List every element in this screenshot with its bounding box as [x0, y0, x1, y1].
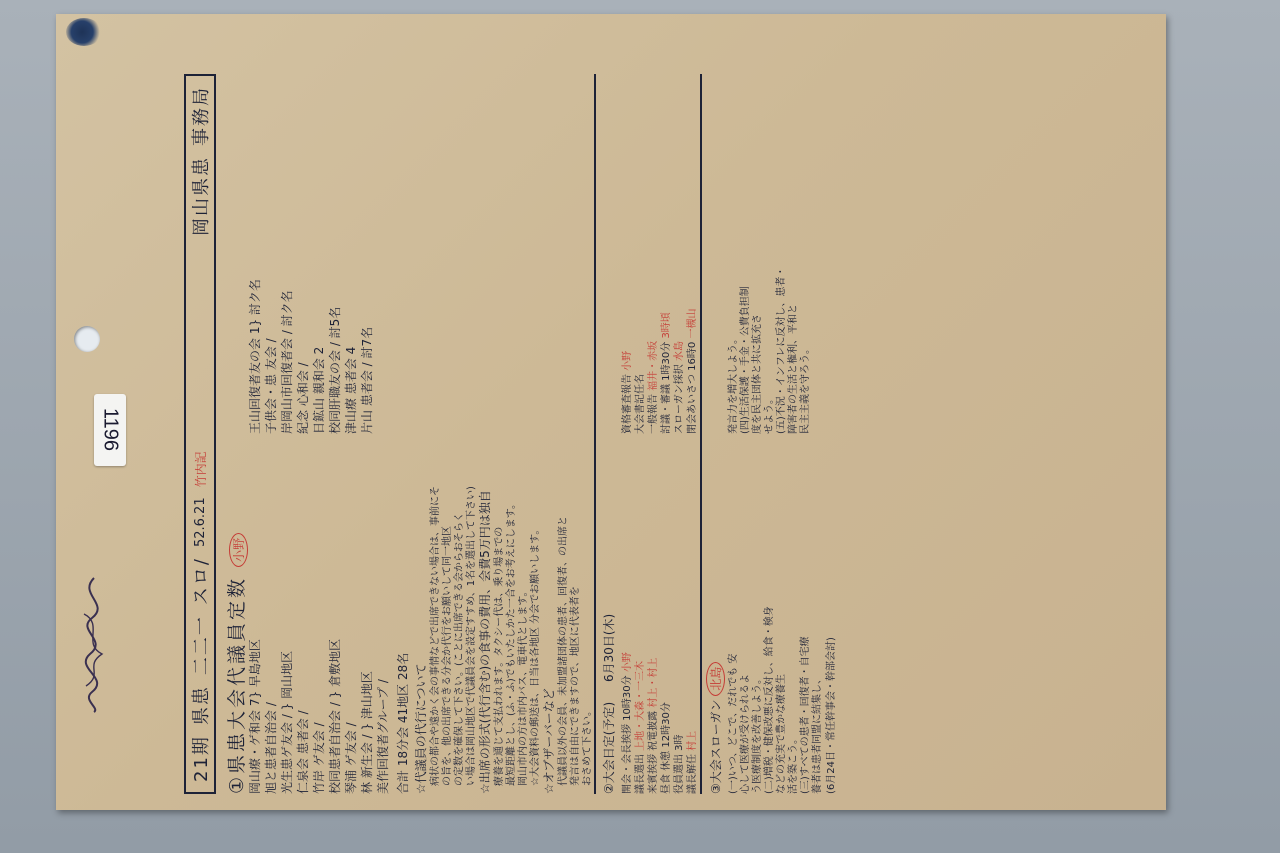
schedule-row: 資格審査報告 小野: [622, 350, 633, 434]
schedule-row: 一般報告 福井・赤坂: [648, 340, 659, 434]
note-line: 病状の都合や遠かく会の事情などで出席できない場合は、事前にそ: [430, 486, 441, 786]
divider: [594, 74, 596, 794]
note-line: おさめて下さい。: [582, 706, 593, 786]
note-line: 発言は自由にできますので、地区に代表者を: [570, 586, 581, 786]
note-line: の旨を、他の出席できる分会か代行をお願いして同一地区: [442, 526, 453, 786]
slogan-line: (一)いつ、どこで、だれでも 安: [728, 653, 739, 794]
slogan-line: 養者は患者同盟に結集し、: [812, 674, 823, 794]
delegate-row: 紀念 心和会 /: [296, 362, 310, 434]
delegate-row: 岸岡山市回復者会 / 討ク名: [280, 290, 294, 434]
header-org: 県患: [191, 685, 212, 726]
header-date: 52.6.21: [192, 497, 208, 548]
schedule-row: 討議・審議 1時30分 3時頃: [661, 312, 672, 434]
header-number: 二二一: [191, 615, 212, 676]
delegate-row: 子供会・患 友会 /: [264, 338, 278, 434]
section1-total: 合計 18分会 41地区 28名: [396, 652, 410, 794]
slogan-line: 活を築こう。: [788, 734, 799, 794]
schedule-row: 昼食 休憩 12時30分: [661, 702, 672, 794]
slogan-line: 障害者の生活と権利、平和と: [788, 304, 799, 434]
note-title: ☆代議員の代行について: [414, 663, 428, 794]
note-line: 代議員以外の会員、未加盟諸団体の患者、回復者、の出席と: [558, 516, 569, 786]
signature-scribble: [74, 574, 114, 714]
delegate-row: 片山 患者会 / 討7名: [360, 326, 374, 434]
delegate-row: 校同肝職友の会 / 討5名: [328, 306, 342, 434]
slogan-line: 発言力を増大しよう。: [728, 334, 739, 434]
slogan-line: などの充実で豊かな療養生: [776, 674, 787, 794]
delegate-row: 日鉱山 親和会 2: [312, 346, 326, 434]
schedule-row: 閉会あいさつ 16時0 一槻山: [687, 308, 698, 434]
header-sender: 岡山県患: [191, 156, 212, 236]
slogan-line: 民主主義を守ろう。: [800, 344, 811, 434]
slogan-line: う医療制度を改善しよう。: [752, 674, 763, 794]
note-line: 最短距離とし、(ふ・ふ)でもいたしかた一合をお考えにします。: [506, 498, 517, 786]
note-title: ☆オブザーバーなど: [542, 688, 556, 794]
section3-title: ③大会スローガン 北島: [706, 662, 725, 794]
delegate-row: 校同患者自治会 / } 倉敷地区: [328, 638, 342, 794]
delegate-row: 仁泉会 患者会 /: [296, 710, 310, 794]
document-sheet: [56, 14, 1166, 810]
section3-red-note: 北島: [706, 662, 725, 696]
divider: [700, 74, 702, 794]
section3-footer: (6月24日・常任幹事会・幹部会討): [826, 637, 837, 794]
slogan-line: (三)すべての患者・回復者・自宅療: [800, 636, 811, 794]
schedule-row: 役員選出 3時: [674, 734, 685, 794]
header-period: 21期: [191, 735, 212, 782]
delegate-row: 王山回復者友の会 1} 討ク名: [248, 279, 262, 434]
delegate-row: 美作回復者グループ /: [376, 679, 390, 794]
note-line: い場合は岡山地区で代議員会を設定すすめ、1名を選出して下さい): [466, 486, 477, 786]
section2-title: ②大会日定(予定) 6月30日(木): [602, 613, 616, 794]
slogan-line: せよう。: [764, 394, 775, 434]
slogan-line: (二)増税・健保改悪に反対し、給食・検身: [764, 606, 775, 794]
page-number-tag: 1196: [94, 394, 126, 466]
punch-hole: [74, 326, 100, 352]
slogan-line: (四)生活保護・手金・公費負担制: [740, 286, 751, 434]
delegate-row: 竹岸 ゲ友会 /: [312, 722, 326, 794]
note-line: 岡山市内の方は市内バス、電車代とします。: [518, 586, 529, 786]
delegate-row: 林 新生会 / } 津山地区: [360, 671, 374, 794]
delegate-row: 琴浦 ゲ友会 /: [344, 722, 358, 794]
slogan-line: (五)不況・インフレに反対し、患者・: [776, 266, 787, 434]
slogan-line: 度を民主団体と共に拡充さ: [752, 314, 763, 434]
document-body: [184, 74, 1164, 794]
note-line: 療養を通じて支払われます。タクシー代は、乗り場までの: [494, 526, 505, 786]
ink-blot: [66, 18, 102, 46]
header-section: スロ/: [191, 557, 212, 606]
schedule-row: 大会書記任名: [635, 374, 646, 434]
delegate-row: 光生患ゲ友会 / } 岡山地区: [280, 650, 294, 794]
header-dept: 事務局: [191, 86, 212, 146]
schedule-row: 議長選出 上地・大森・一三木: [635, 660, 646, 794]
schedule-row: 開会・会長挨拶 10時30分 小野: [622, 652, 633, 794]
header-red-note: 竹内記: [193, 451, 208, 488]
section1-title: ①県患大会代議員定数 小野: [222, 533, 249, 794]
note-title: ☆出席の形式(代行含む)の食事の費用、会費5万円は独自: [478, 490, 492, 794]
slogan-line: 心して医療が受けられるよ: [740, 674, 751, 794]
schedule-row: 議長解任 村上: [687, 730, 698, 794]
schedule-row: 来賓挨拶 祝電披露 村上・村上: [648, 657, 659, 794]
note-line: ☆大会資料の郵送は、日当は各地区 分会でお願いします。: [530, 524, 541, 786]
document-header: [184, 74, 216, 794]
schedule-row: スローガン採択 水島: [674, 341, 685, 434]
delegate-row: 津山療 患者会 4: [344, 346, 358, 434]
delegate-row: 岡山療・ゲ和会 7} 早島地区: [248, 639, 262, 794]
note-line: の定数を確保して下さい。(ことに出席できる会からおそらく: [454, 512, 465, 786]
office-stamp: [87, 58, 155, 156]
delegate-row: 旭と患者自治会 /: [264, 702, 278, 794]
section1-red-note: 小野: [229, 533, 248, 567]
section2-date: 6月30日(木): [602, 613, 616, 683]
